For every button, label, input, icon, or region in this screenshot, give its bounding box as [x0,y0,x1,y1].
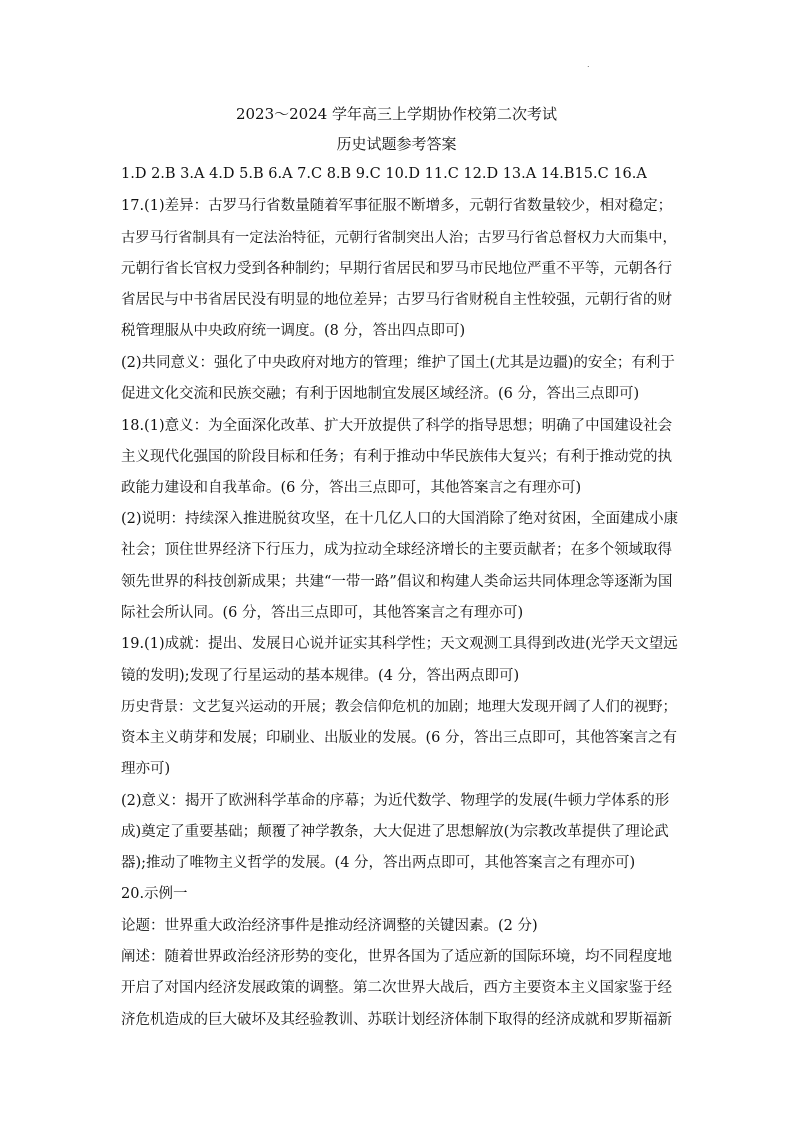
text-line: 元朝行省长官权力受到各种制约；早期行省居民和罗马市民地位严重不平等，元朝各行 [121,261,672,277]
text-line: 主义现代化强国的阶段目标和任务；有利于推动中华民族伟大复兴；有利于推动党的执 [121,449,672,465]
text-line: 社会；顶住世界经济下行压力，成为拉动全球经济增长的主要贡献者；在多个领域取得 [121,542,672,558]
text-line: 阐述：随着世界政治经济形势的变化，世界各国为了适应新的国际环境，均不同程度地 [121,949,672,965]
text-line: 理亦可) [121,761,171,777]
text-line: 古罗马行省制具有一定法治特征，元朝行省制突出人治；古罗马行省总督权力大而集中， [121,230,677,246]
text-line: (2)意义：揭开了欧洲科学革命的序幕；为近代数学、物理学的发展(牛顿力学体系的形 [121,793,670,809]
text-line: 领先世界的科技创新成果；共建“一带一路”倡议和构建人类命运共同体理念等逐渐为国 [121,574,673,590]
text-line: 器);推动了唯物主义哲学的发展。(4 分，答出两点即可，其他答案言之有理亦可) [121,855,636,871]
text-line: 论题：世界重大政治经济事件是推动经济调整的关键因素。(2 分) [121,918,538,934]
document-title: 2023～2024 学年高三上学期协作校第二次考试 [235,105,558,123]
text-line: (2)说明：持续深入推进脱贫攻坚，在十几亿人口的大国消除了绝对贫困，全面建成小康 [121,511,679,527]
text-line: 际社会所认同。(6 分，答出三点即可，其他答案言之有理亦可) [121,605,524,621]
answer-key-line: 1.D 2.B 3.A 4.D 5.B 6.A 7.C 8.B 9.C 10.D 11.C 12.D 13.A 14.B15.C 16.A [121,166,647,182]
text-line: 促进文化交流和民族交融；有利于因地制宜发展区域经济。(6 分，答出三点即可) [121,386,640,402]
text-line: 资本主义萌芽和发展；印刷业、出版业的发展。(6 分，答出三点即可，其他答案言之有 [121,730,677,746]
text-line: 历史背景：文艺复兴运动的开展；教会信仰危机的加剧；地理大发现开阔了人们的视野； [121,699,677,715]
text-line: 省居民与中书省居民没有明显的地位差异；古罗马行省财税自主性较强，元朝行省的财 [121,292,672,308]
document-subtitle: 历史试题参考答案 [336,135,457,153]
text-line: 17.(1)差异：古罗马行省数量随着军事征服不断增多，元朝行省数量较少，相对稳定； [121,198,673,214]
text-line: 20.示例一 [121,886,188,902]
text-line: 开启了对国内经济发展政策的调整。第二次世界大战后，西方主要资本主义国家鉴于经 [121,980,672,996]
text-line: 济危机造成的巨大破坏及其经验教训、苏联计划经济体制下取得的经济成就和罗斯福新 [121,1012,672,1028]
text-line: 政能力建设和自我革命。(6 分，答出三点即可，其他答案言之有理亦可) [121,480,582,496]
text-line: 19.(1)成就：提出、发展日心说并证实其科学性；天文观测工具得到改进(光学天文望远 [121,636,678,652]
corner-mark: . [587,60,590,69]
text-line: (2)共同意义：强化了中央政府对地方的管理；维护了国土(尤其是边疆)的安全；有利于 [121,355,675,371]
text-line: 18.(1)意义：为全面深化改革、扩大开放提供了科学的指导思想；明确了中国建设社会 [121,418,673,434]
text-line: 税管理服从中央政府统一调度。(8 分，答出四点即可) [121,323,466,339]
text-line: 镜的发明);发现了行星运动的基本规律。(4 分，答出两点即可) [121,668,520,684]
text-line: 成)奠定了重要基础；颠覆了神学教条，大大促进了思想解放(为宗教改革提供了理论武 [121,824,669,840]
